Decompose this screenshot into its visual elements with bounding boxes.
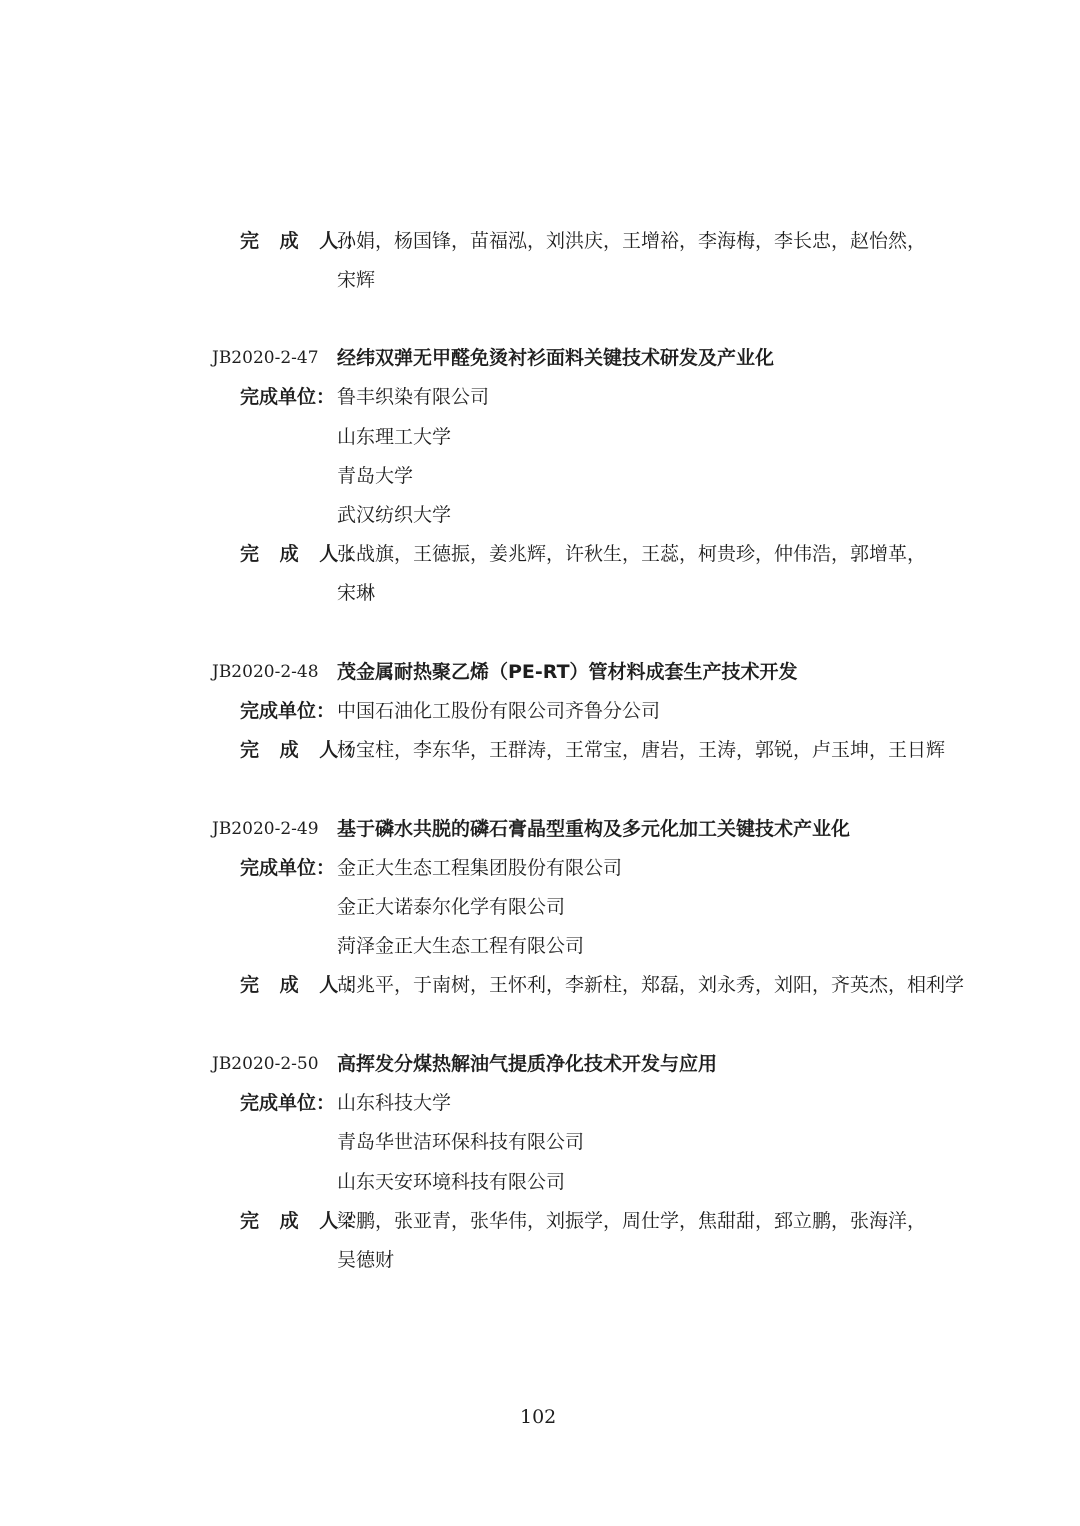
unit-item: 金正大诺泰尔化学有限公司 bbox=[337, 896, 566, 918]
unit-item: 山东天安环境科技有限公司 bbox=[337, 1171, 566, 1193]
entry-title: 基于磷水共脱的磷石膏晶型重构及多元化加工关键技术产业化 bbox=[337, 818, 851, 840]
unit-item: 山东理工大学 bbox=[337, 426, 452, 448]
units-label: 完成单位： bbox=[240, 1092, 336, 1114]
unit-item: 金正大生态工程集团股份有限公司 bbox=[337, 857, 623, 879]
unit-item: 青岛华世洁环保科技有限公司 bbox=[337, 1131, 585, 1153]
persons-list-cont: 宋辉 bbox=[337, 269, 376, 291]
entry-title: 高挥发分煤热解油气提质净化技术开发与应用 bbox=[337, 1053, 718, 1075]
entry-code: JB2020-2-47 bbox=[212, 348, 319, 368]
page-number: 102 bbox=[520, 1406, 557, 1428]
unit-item: 山东科技大学 bbox=[337, 1092, 452, 1114]
unit-item: 中国石油化工股份有限公司齐鲁分公司 bbox=[337, 700, 661, 722]
entry-code: JB2020-2-50 bbox=[212, 1054, 319, 1074]
persons-list-cont: 吴德财 bbox=[337, 1249, 395, 1271]
unit-item: 武汉纺织大学 bbox=[337, 504, 452, 526]
entry-code: JB2020-2-48 bbox=[212, 662, 319, 682]
persons-list: 胡兆平，于南树，王怀利，李新柱，郑磊，刘永秀，刘阳，齐英杰，相利学 bbox=[337, 974, 965, 996]
persons-list: 孙娟，杨国锋，苗福泓，刘洪庆，王增裕，李海梅，李长忠，赵怡然， bbox=[337, 230, 927, 252]
persons-list-cont: 宋琳 bbox=[337, 582, 376, 604]
entry-title: 茂金属耐热聚乙烯（PE-RT）管材料成套生产技术开发 bbox=[337, 661, 798, 683]
persons-label: 完 成 人： bbox=[240, 230, 372, 252]
units-label: 完成单位： bbox=[240, 700, 336, 722]
unit-item: 青岛大学 bbox=[337, 465, 414, 487]
unit-item: 菏泽金正大生态工程有限公司 bbox=[337, 935, 585, 957]
persons-list: 梁鹏，张亚青，张华伟，刘振学，周仕学，焦甜甜，郅立鹏，张海洋， bbox=[337, 1210, 927, 1232]
persons-list: 张战旗，王德振，姜兆辉，许秋生，王蕊，柯贵珍，仲伟浩，郭增革， bbox=[337, 543, 927, 565]
entry-title: 经纬双弹无甲醛免烫衬衫面料关键技术研发及产业化 bbox=[337, 347, 775, 369]
units-label: 完成单位： bbox=[240, 386, 336, 408]
persons-label: 完 成 人： bbox=[240, 974, 372, 996]
unit-item: 鲁丰织染有限公司 bbox=[337, 386, 490, 408]
persons-label: 完 成 人： bbox=[240, 1210, 372, 1232]
persons-list: 杨宝柱，李东华，王群涛，王常宝，唐岩，王涛，郭锐，卢玉坤，王日辉 bbox=[337, 739, 946, 761]
persons-label: 完 成 人： bbox=[240, 543, 372, 565]
persons-label: 完 成 人： bbox=[240, 739, 372, 761]
entry-code: JB2020-2-49 bbox=[212, 819, 319, 839]
units-label: 完成单位： bbox=[240, 857, 336, 879]
